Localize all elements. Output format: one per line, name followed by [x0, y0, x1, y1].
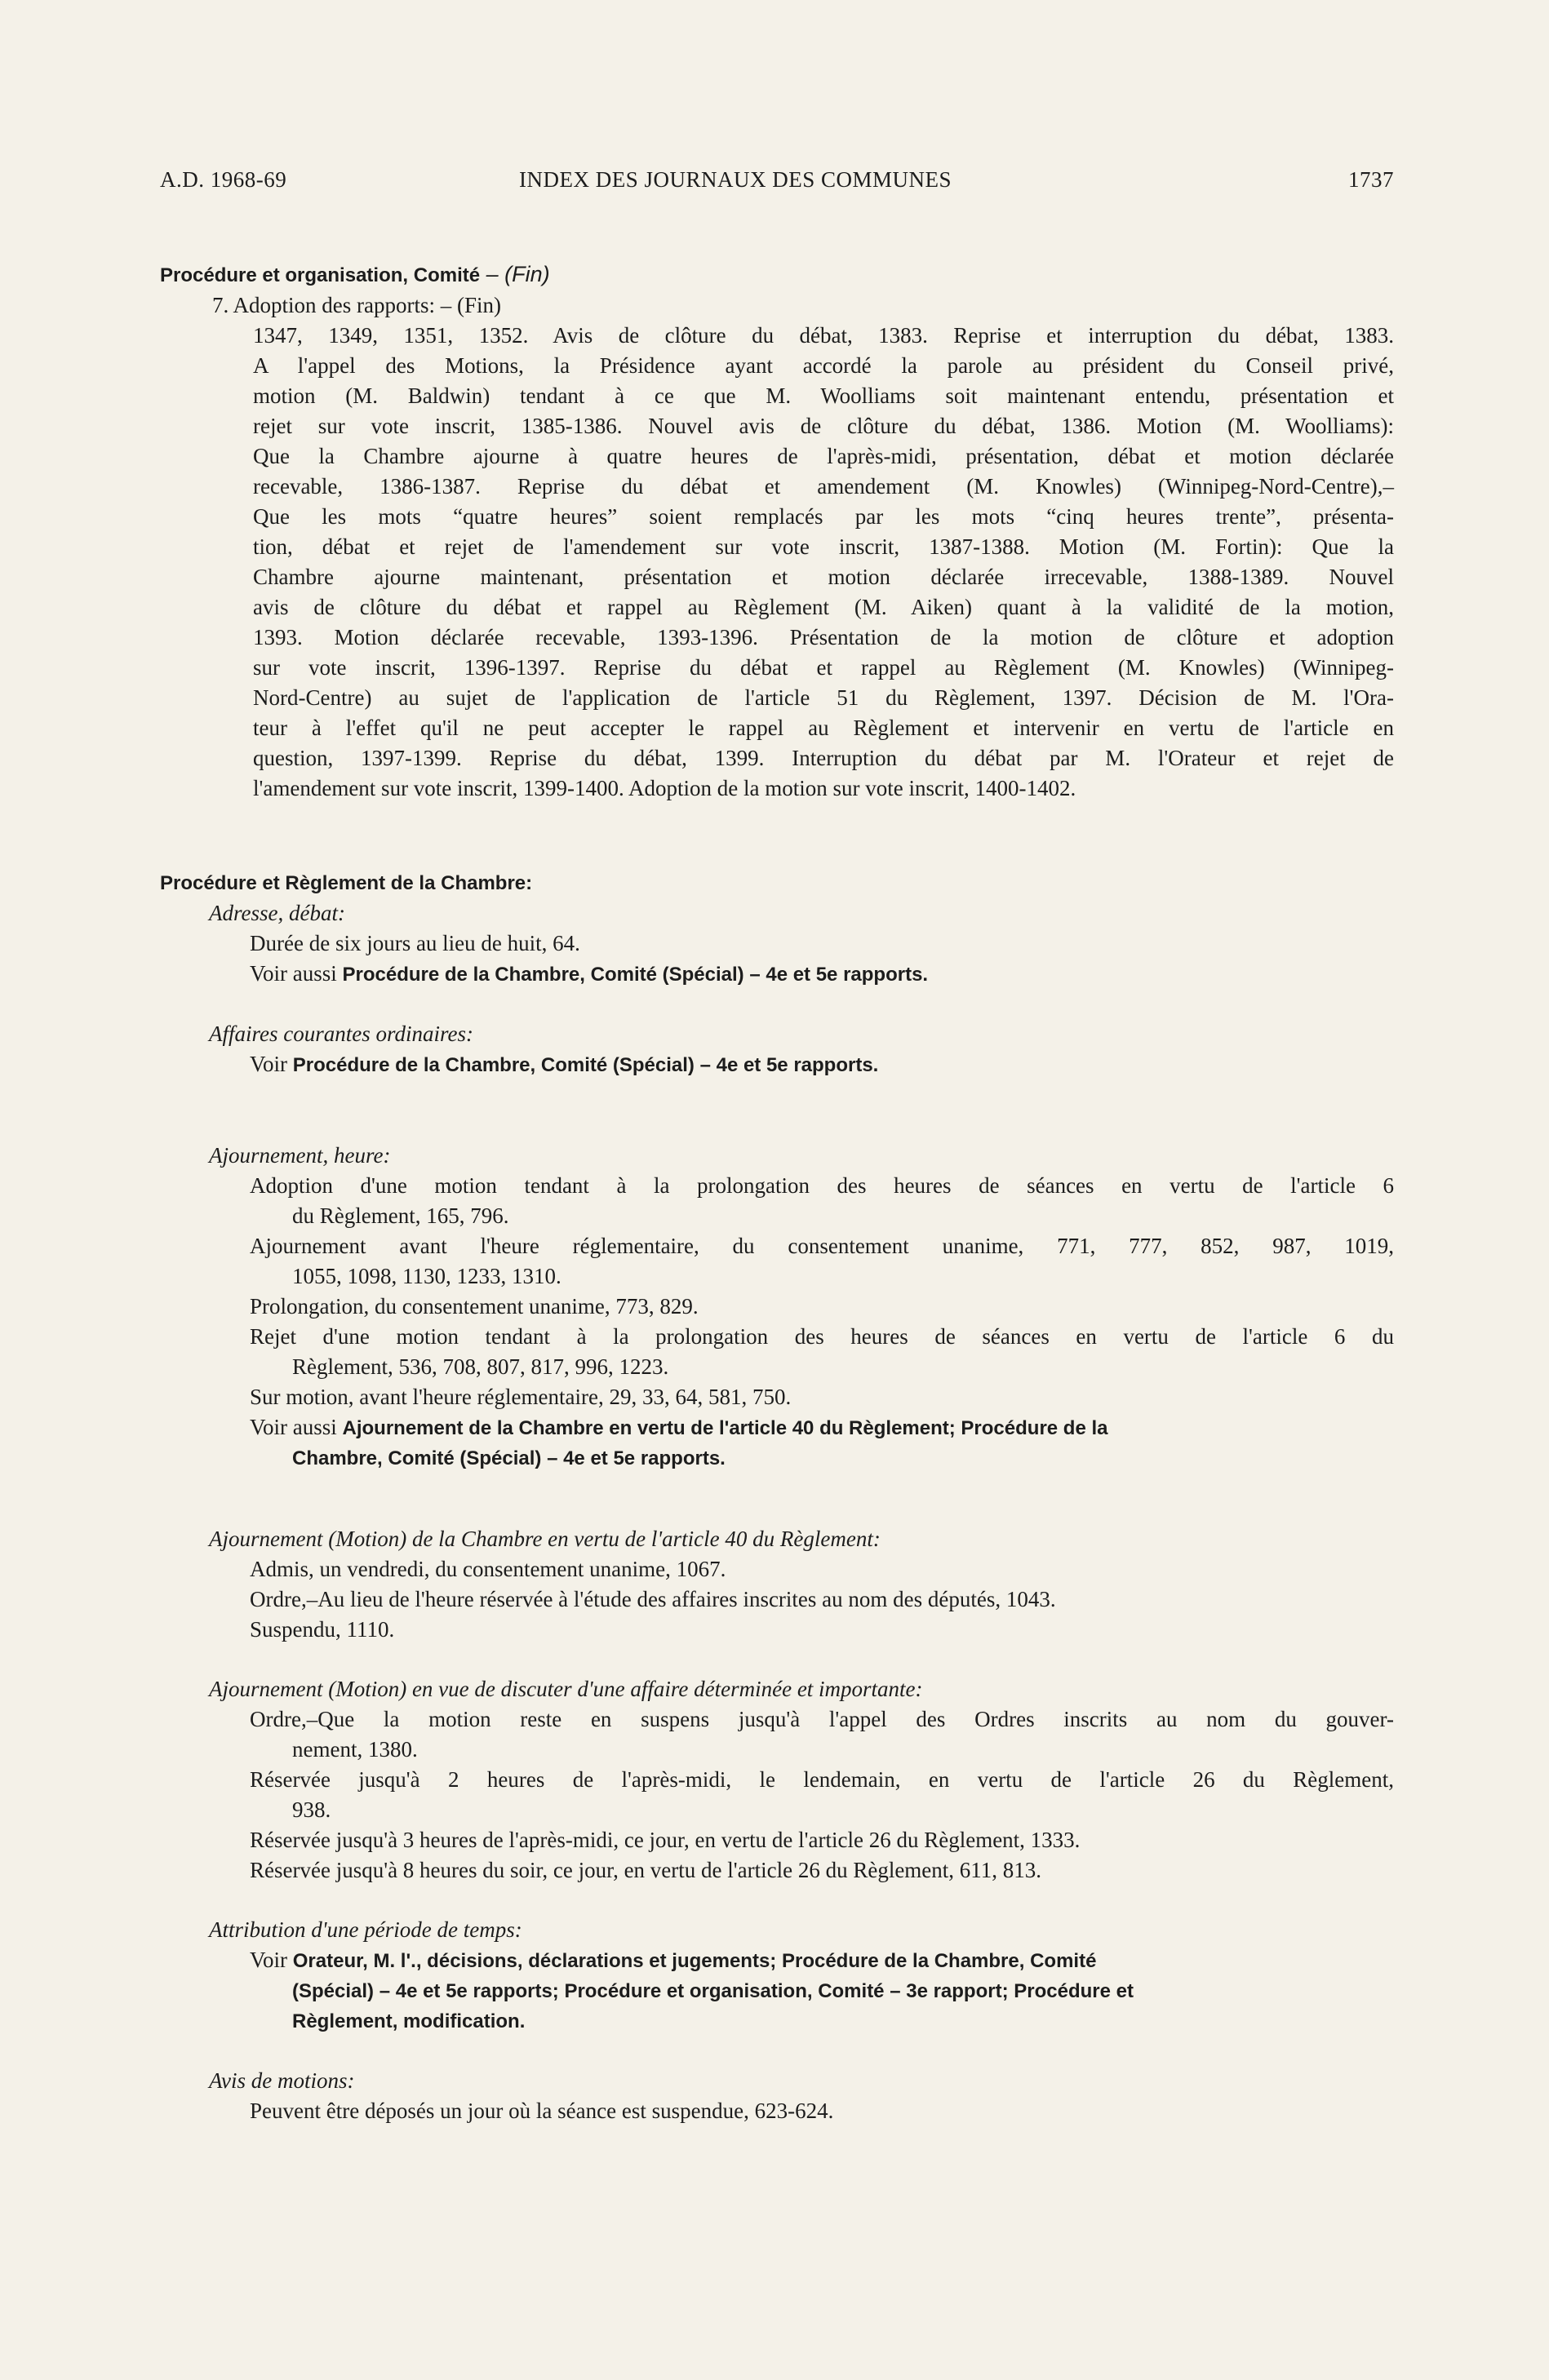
body-line: l'amendement sur vote inscrit, 1399-1400. Adoption de la motion sur vote inscrit, 1400-1402.: [253, 776, 1076, 800]
cross-reference-cont: Règlement, modification.: [292, 2010, 526, 2032]
cross-reference: Procédure de la Chambre, Comité (Spécial) – 4e et 5e rapports.: [292, 1054, 879, 1076]
cross-reference: Ajournement de la Chambre en vertu de l'article 40 du Règlement; Procédure de la: [342, 1417, 1108, 1439]
body-line: Que les mots “quatre heures” soient remplacés par les mots “cinq heures trente”, présenta-: [253, 504, 1394, 529]
body-line: tion, débat et rejet de l'amendement sur vote inscrit, 1387-1388. Motion (M. Fortin): Que la: [253, 534, 1394, 559]
subheading-affaires: Affaires courantes ordinaires:: [209, 1022, 473, 1046]
body-line: avis de clôture du débat et rappel au Règlement (M. Aiken) quant à la validité de la motion,: [253, 595, 1394, 619]
body-line: question, 1397-1399. Reprise du débat, 1399. Interruption du débat par M. l'Orateur et rejet de: [253, 746, 1394, 770]
subheading-ajournement-art40: Ajournement (Motion) de la Chambre en vertu de l'article 40 du Règlement:: [209, 1527, 881, 1551]
body-line: 1347, 1349, 1351, 1352. Avis de clôture du débat, 1383. Reprise et interruption du débat, 1383.: [253, 323, 1394, 348]
entry-cont: du Règlement, 165, 796.: [292, 1203, 509, 1228]
entry: Prolongation, du consentement unanime, 773, 829.: [250, 1294, 699, 1319]
entry-cont: 1055, 1098, 1130, 1233, 1310.: [292, 1264, 561, 1288]
body-line: Que la Chambre ajourne à quatre heures de l'après-midi, présentation, débat et motion déclarée: [253, 444, 1394, 468]
item-body: [160, 321, 1394, 804]
see-label: Voir aussi: [250, 961, 343, 986]
body-line: recevable, 1386-1387. Reprise du débat et amendement (M. Knowles) (Winnipeg-Nord-Centre),–: [253, 474, 1394, 499]
entry-cont: Règlement, 536, 708, 807, 817, 996, 1223.: [292, 1354, 669, 1379]
see-also: [160, 959, 1394, 990]
entry: Ordre,–Au lieu de l'heure réservée à l'étude des affaires inscrites au nom des députés, 1043.: [250, 1587, 1056, 1611]
entry: Suspendu, 1110.: [250, 1617, 395, 1642]
see-also: [160, 1412, 1394, 1443]
cross-reference-cont: (Spécial) – 4e et 5e rapports; Procédure et organisation, Comité – 3e rapport; Procédure et: [292, 1980, 1134, 2002]
entry: Admis, un vendredi, du consentement unanime, 1067.: [250, 1557, 726, 1581]
section-title: Procédure et Règlement de la Chambre:: [160, 872, 533, 894]
entry-cont: nement, 1380.: [292, 1737, 418, 1762]
body-line: motion (M. Baldwin) tendant à ce que M. Woolliams soit maintenant entendu, présentation et: [253, 383, 1394, 408]
see-label: Voir aussi: [250, 1415, 343, 1439]
see: [160, 1049, 1394, 1080]
entry: Adoption d'une motion tendant à la prolongation des heures de séances en vertu de l'article 6: [250, 1173, 1394, 1198]
body-line: rejet sur vote inscrit, 1385-1386. Nouvel avis de clôture du débat, 1386. Motion (M. Woolliams):: [253, 414, 1394, 438]
section-procedure-organisation: [160, 259, 1394, 804]
section-heading: [160, 259, 1394, 290]
section-title: Procédure et organisation, Comité: [160, 264, 481, 286]
entry: Réservée jusqu'à 8 heures du soir, ce jour, en vertu de l'article 26 du Règlement, 611, 813.: [250, 1858, 1042, 1882]
page-number: 1737: [1348, 167, 1394, 192]
section-title-suffix: – (Fin): [480, 262, 550, 286]
see-label: Voir: [250, 1052, 293, 1076]
entry: Ajournement avant l'heure réglementaire, du consentement unanime, 771, 777, 852, 987, 1019,: [250, 1234, 1394, 1258]
see-label: Voir: [250, 1948, 293, 1972]
entry: Réservée jusqu'à 2 heures de l'après-midi, le lendemain, en vertu de l'article 26 du Règlement,: [250, 1767, 1394, 1792]
body-line: 1393. Motion déclarée recevable, 1393-1396. Présentation de la motion de clôture et adoption: [253, 625, 1394, 649]
cross-reference: Procédure de la Chambre, Comité (Spécial) – 4e et 5e rapports.: [342, 964, 929, 986]
subheading-attribution: Attribution d'une période de temps:: [209, 1917, 522, 1942]
header-title: INDEX DES JOURNAUX DES COMMUNES: [519, 167, 952, 192]
entry: Durée de six jours au lieu de huit, 64.: [250, 931, 580, 955]
body-line: sur vote inscrit, 1396-1397. Reprise du débat et rappel au Règlement (M. Knowles) (Winnipeg-: [253, 655, 1394, 680]
entry: Rejet d'une motion tendant à la prolongation des heures de séances en vertu de l'article 6 du: [250, 1324, 1394, 1349]
entry: Réservée jusqu'à 3 heures de l'après-midi, ce jour, en vertu de l'article 26 du Règlement, 1333.: [250, 1828, 1081, 1852]
body-line: A l'appel des Motions, la Présidence ayant accordé la parole au président du Conseil privé,: [253, 353, 1394, 378]
body-line: teur à l'effet qu'il ne peut accepter le rappel au Règlement et intervenir en vertu de l'article en: [253, 716, 1394, 740]
subheading-adresse: Adresse, débat:: [209, 901, 345, 925]
subheading-ajournement-heure: Ajournement, heure:: [209, 1143, 391, 1168]
cross-reference: Orateur, M. l'., décisions, déclarations et jugements; Procédure de la Chambre, Comité: [292, 1950, 1097, 1972]
see: [160, 1945, 1394, 1976]
body-line: Nord-Centre) au sujet de l'application de l'article 51 du Règlement, 1397. Décision de M. l'Ora-: [253, 685, 1394, 710]
header-year: A.D. 1968-69: [160, 167, 287, 192]
item-adoption-rapports: 7. Adoption des rapports: – (Fin): [212, 293, 501, 317]
entry: Sur motion, avant l'heure réglementaire, 29, 33, 64, 581, 750.: [250, 1385, 792, 1409]
body-line: Chambre ajourne maintenant, présentation et motion déclarée irrecevable, 1388-1389. Nouvel: [253, 565, 1394, 589]
subheading-avis: Avis de motions:: [209, 2068, 355, 2093]
entry: Peuvent être déposés un jour où la séance est suspendue, 623-624.: [250, 2099, 834, 2123]
entry-cont: 938.: [292, 1797, 331, 1822]
section-procedure-reglement: [160, 868, 1394, 2126]
cross-reference-cont: Chambre, Comité (Spécial) – 4e et 5e rapports.: [292, 1447, 726, 1469]
subheading-ajournement-affaire: Ajournement (Motion) en vue de discuter d'une affaire déterminée et importante:: [209, 1677, 923, 1701]
entry: Ordre,–Que la motion reste en suspens jusqu'à l'appel des Ordres inscrits au nom du gouver-: [250, 1707, 1394, 1731]
